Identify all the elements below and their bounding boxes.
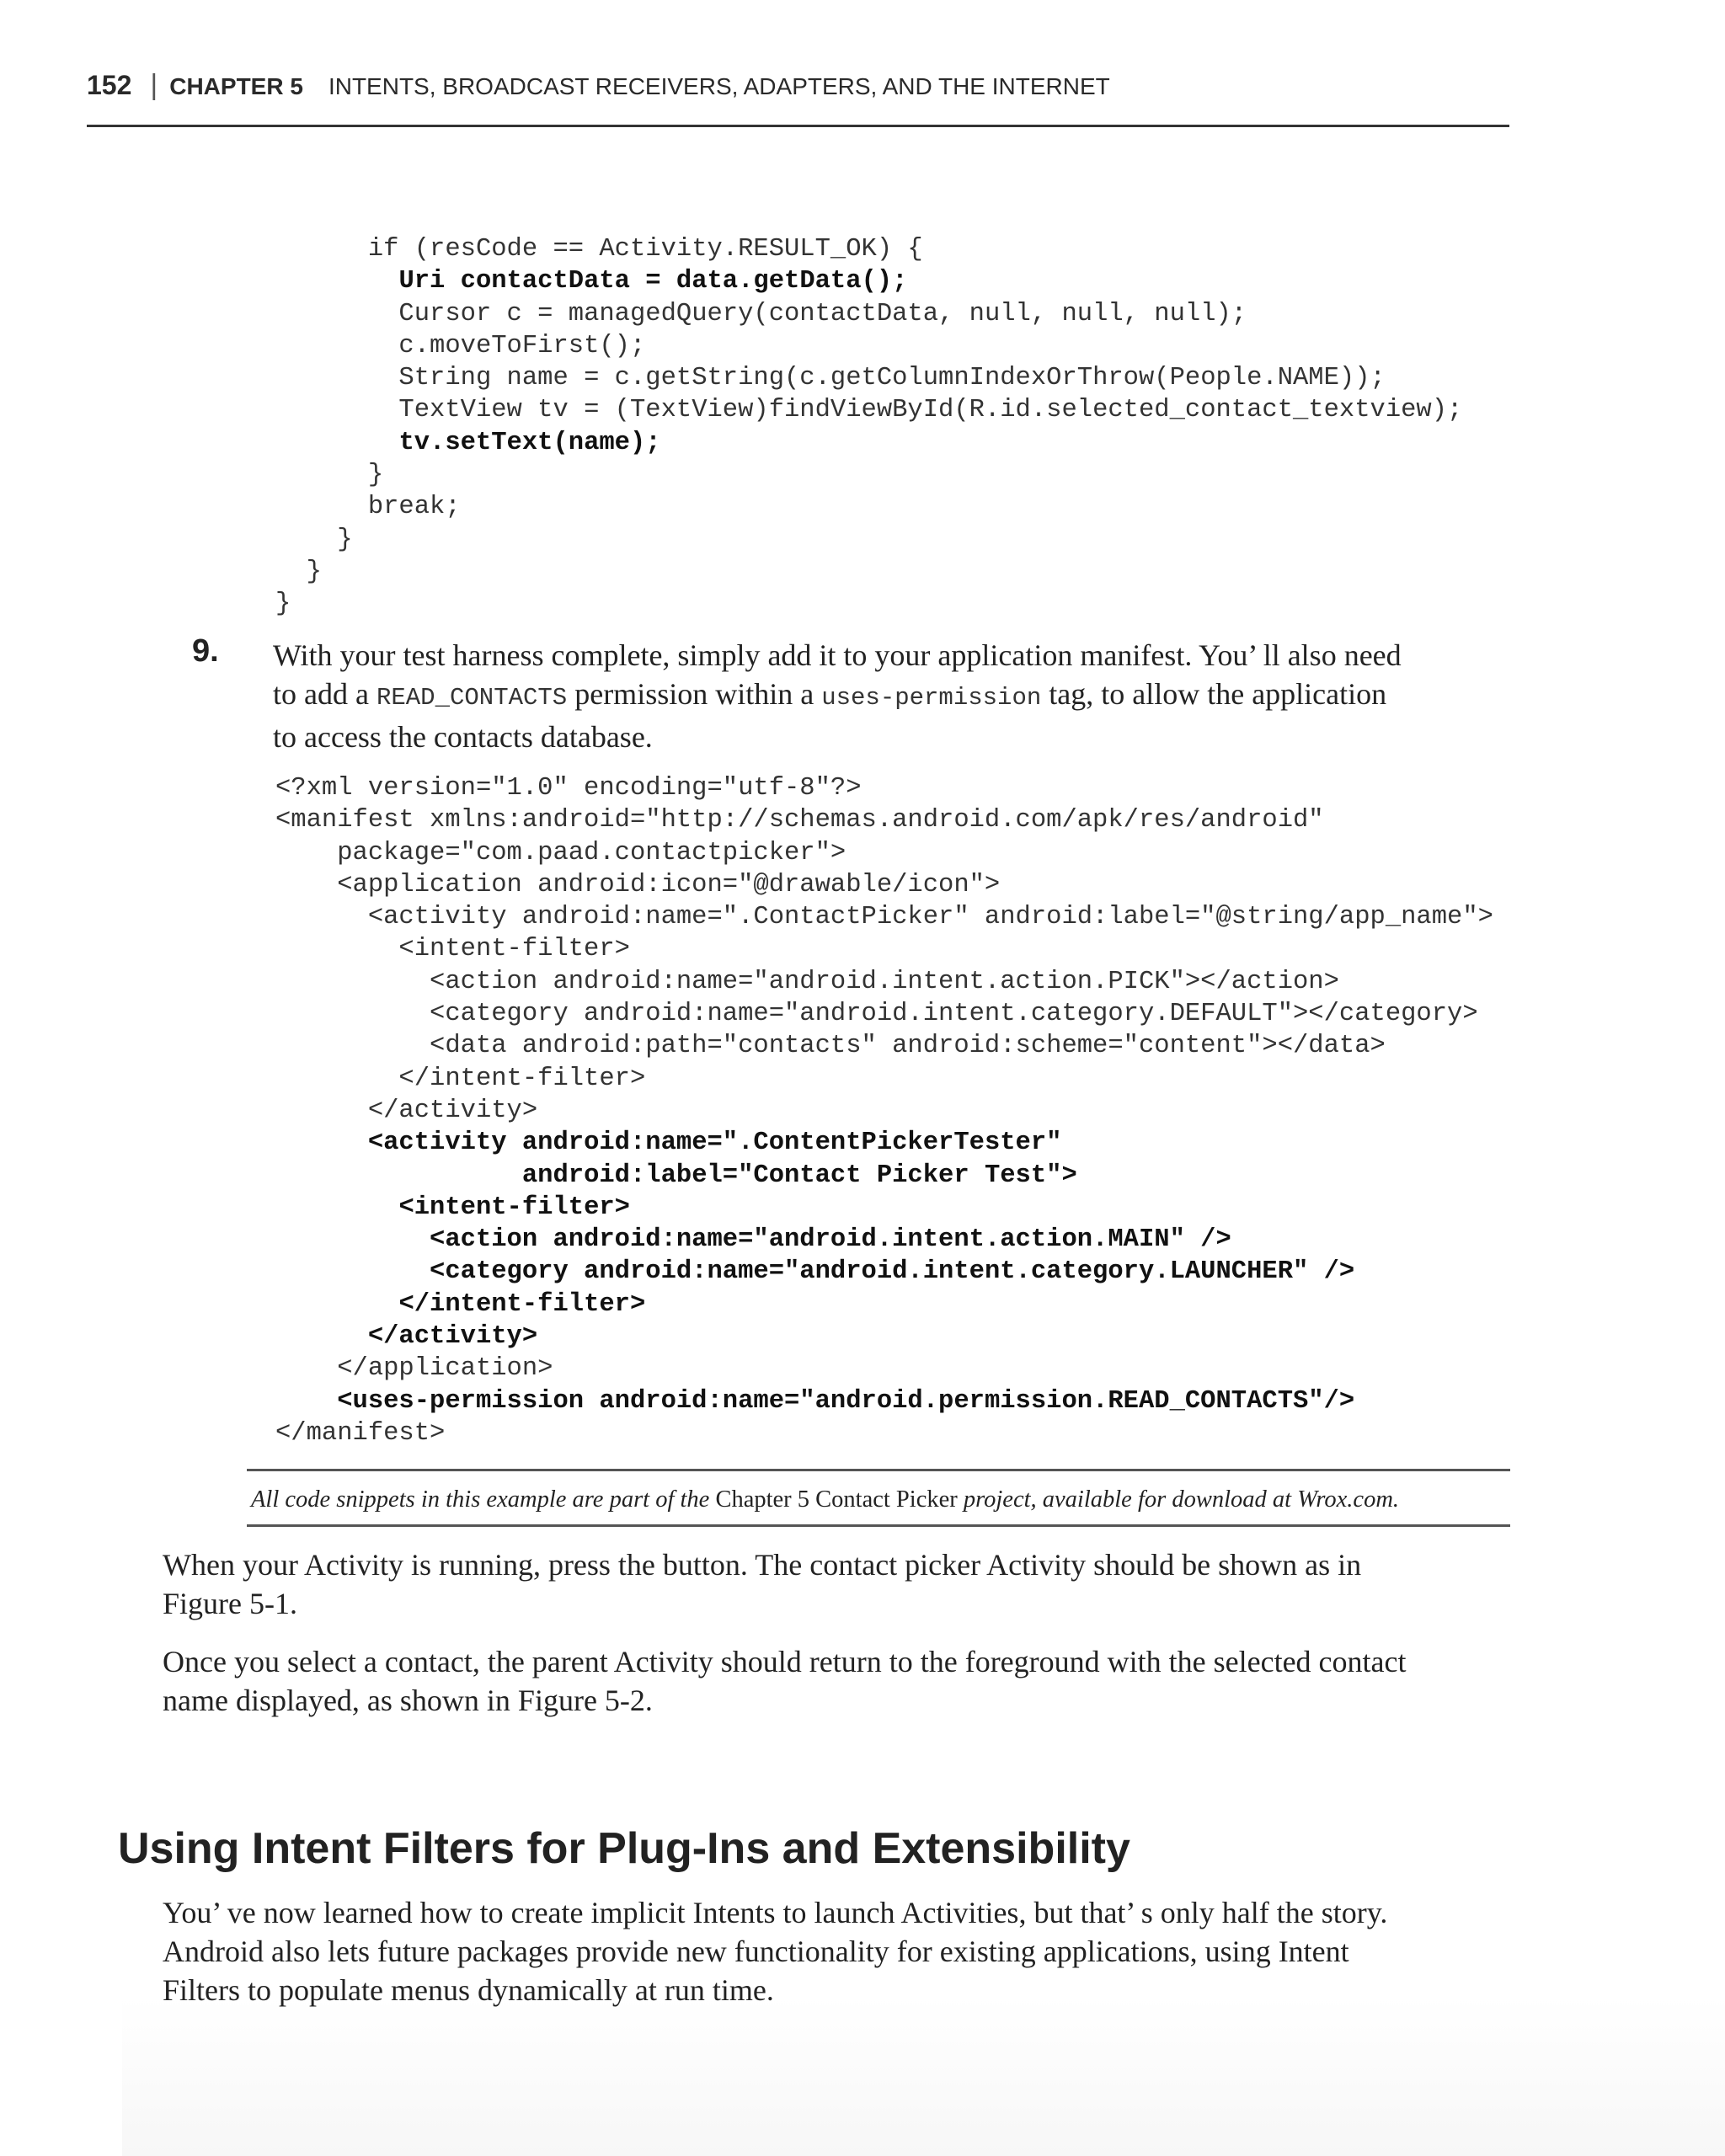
text-line <box>273 718 1402 756</box>
code-bold-segment: <category android:name="android.intent.category.LAUNCHER" /> <box>430 1257 1355 1287</box>
text-code-term: uses-permission <box>821 684 1042 712</box>
code-indent <box>275 493 368 521</box>
code-line <box>275 1032 1386 1060</box>
code-line <box>275 1322 537 1351</box>
text-line <box>273 636 1402 675</box>
code-indent <box>275 429 368 457</box>
code-indent <box>275 300 368 328</box>
text-line: name displayed, as shown in Figure 5-2. <box>163 1684 653 1717</box>
code-line <box>275 526 353 554</box>
code-indent <box>275 364 368 392</box>
code-line <box>275 839 846 867</box>
text-line: Android also lets future packages provide new functionality for existing applications, using Intent <box>163 1935 1349 1968</box>
code-line <box>275 1097 537 1125</box>
paragraph-activity-running <box>163 1545 1361 1623</box>
code-line <box>275 590 291 618</box>
code-indent <box>275 332 368 360</box>
code-bold-segment: <activity android:name=".ContentPickerTester" <box>367 1129 1062 1158</box>
text-line: Filters to populate menus dynamically at run time. <box>163 1973 774 2007</box>
text-line: When your Activity is running, press the button. The contact picker Activity should be shown as in <box>163 1548 1362 1582</box>
code-segment <box>275 1161 522 1190</box>
code-line <box>275 903 1493 931</box>
code-indent <box>275 558 307 586</box>
code-segment <box>275 1257 430 1286</box>
code-indent <box>275 267 368 296</box>
code-line <box>275 396 1462 424</box>
code-line <box>275 235 923 264</box>
code-line <box>275 1193 630 1222</box>
text-segment: permission within a <box>567 677 822 711</box>
code-bold-segment: android:label="Contact Picker Test"> <box>521 1161 1077 1190</box>
note-tail: project, available for download at Wrox.com. <box>957 1486 1400 1513</box>
code-segment: } <box>275 590 291 619</box>
code-segment: c.moveToFirst(); <box>367 331 646 360</box>
code-line <box>275 1000 1478 1028</box>
step-number: 9. <box>192 633 219 669</box>
text-line: Figure 5-1. <box>163 1587 297 1620</box>
code-segment <box>275 1129 368 1157</box>
code-segment: } <box>306 557 322 586</box>
page-shadow <box>122 1996 1725 2156</box>
header-rule <box>87 125 1509 127</box>
code-line <box>275 1387 1354 1416</box>
chapter-label: CHAPTER 5 <box>169 73 303 99</box>
code-segment: </intent-filter> <box>275 1064 646 1093</box>
paragraph-select-contact <box>163 1642 1407 1720</box>
code-segment: if (resCode == Activity.RESULT_OK) { <box>367 235 923 264</box>
note-project-name: Chapter 5 Contact Picker <box>715 1486 958 1513</box>
code-indent <box>275 526 337 554</box>
code-segment <box>275 1193 398 1222</box>
running-head <box>87 69 1110 103</box>
code-segment: <activity android:name=".ContactPicker" android:label="@string/app_name"> <box>275 903 1493 932</box>
code-indent <box>275 396 368 424</box>
code-line <box>275 364 1386 392</box>
code-line <box>275 1354 553 1383</box>
text-segment: With your test harness complete, simply add it to your application manifest. You’ ll also need <box>273 638 1402 672</box>
code-line <box>275 935 630 963</box>
code-line <box>275 558 322 586</box>
download-note <box>251 1486 1399 1513</box>
code-line <box>275 267 907 296</box>
note-bottom-rule <box>247 1524 1510 1527</box>
text-segment: to access the contacts database. <box>273 720 653 754</box>
code-line <box>275 1065 645 1093</box>
code-segment: <category android:name="android.intent.category.DEFAULT"></category> <box>275 1000 1478 1029</box>
code-indent <box>275 235 368 264</box>
code-segment: <?xml version="1.0" encoding="utf-8"?> <box>275 774 862 803</box>
code-line <box>275 968 1339 996</box>
code-line <box>275 332 645 360</box>
code-segment: } <box>337 525 353 554</box>
text-segment: to add a <box>273 677 377 711</box>
code-segment: break; <box>367 493 461 522</box>
code-line <box>275 493 461 521</box>
code-bold-segment: tv.setText(name); <box>398 428 661 457</box>
code-line <box>275 1225 1231 1254</box>
section-heading: Using Intent Filters for Plug-Ins and Extensibility <box>118 1824 1130 1873</box>
code-segment <box>275 1322 368 1351</box>
code-indent <box>275 461 368 489</box>
text-line <box>273 675 1402 718</box>
code-line <box>275 1257 1354 1286</box>
step-9-text <box>273 636 1402 756</box>
code-segment: } <box>367 461 384 490</box>
code-segment: <action android:name="android.intent.action.PICK"></action> <box>275 967 1339 996</box>
code-line <box>275 1129 1061 1157</box>
code-line <box>275 461 383 489</box>
text-line: Once you select a contact, the parent Activity should return to the foreground with the selected contact <box>163 1645 1407 1678</box>
note-lead: All code snippets in this example are part of the <box>251 1486 716 1513</box>
code-segment: </manifest> <box>275 1418 446 1448</box>
code-segment: <intent-filter> <box>275 935 630 964</box>
text-code-term: READ_CONTACTS <box>376 684 568 712</box>
code-bold-segment: </activity> <box>367 1322 538 1352</box>
text-segment: tag, to allow the application <box>1041 677 1387 711</box>
code-segment: package="com.paad.contactpicker"> <box>275 838 846 867</box>
code-line <box>275 300 1247 328</box>
note-top-rule <box>247 1469 1510 1471</box>
chapter-title: INTENTS, BROADCAST RECEIVERS, ADAPTERS, AND THE INTERNET <box>328 73 1110 99</box>
code-line <box>275 1290 645 1319</box>
code-segment <box>275 1290 398 1319</box>
code-bold-segment: <intent-filter> <box>398 1193 630 1222</box>
code-bold-segment: Uri contactData = data.getData(); <box>398 267 908 296</box>
code-segment <box>275 1387 337 1416</box>
code-segment <box>368 429 399 457</box>
code-listing-manifest <box>275 772 1493 1449</box>
code-segment: <manifest xmlns:android="http://schemas.android.com/apk/res/android" <box>275 806 1324 835</box>
code-segment: </activity> <box>275 1096 538 1125</box>
header-separator: | <box>150 69 158 101</box>
code-segment: Cursor c = managedQuery(contactData, null, null, null); <box>367 299 1247 328</box>
code-segment: TextView tv = (TextView)findViewById(R.id.selected_contact_textview); <box>367 396 1463 425</box>
code-segment <box>368 267 399 296</box>
code-segment <box>275 1225 430 1254</box>
code-bold-segment: </intent-filter> <box>398 1289 646 1319</box>
code-bold-segment: <action android:name="android.intent.action.MAIN" /> <box>430 1225 1231 1255</box>
code-segment: <application android:icon="@drawable/icon"> <box>275 870 1001 899</box>
code-line <box>275 1161 1077 1190</box>
code-listing-activity-result <box>275 233 1462 621</box>
code-segment: <data android:path="contacts" android:scheme="content"></data> <box>275 1032 1386 1061</box>
code-segment: String name = c.getString(c.getColumnIndexOrThrow(People.NAME)); <box>367 364 1386 393</box>
code-segment: </application> <box>275 1354 553 1384</box>
code-line <box>275 806 1324 835</box>
code-line <box>275 429 661 457</box>
text-line: You’ ve now learned how to create implicit Intents to launch Activities, but that’ s only half the story. <box>163 1896 1388 1929</box>
code-line <box>275 774 862 803</box>
code-line <box>275 1419 445 1448</box>
code-bold-segment: <uses-permission android:name="android.permission.READ_CONTACTS"/> <box>337 1386 1355 1416</box>
paragraph-implicit-intents <box>163 1893 1387 2009</box>
page-number: 152 <box>87 70 132 100</box>
code-line <box>275 871 1000 899</box>
